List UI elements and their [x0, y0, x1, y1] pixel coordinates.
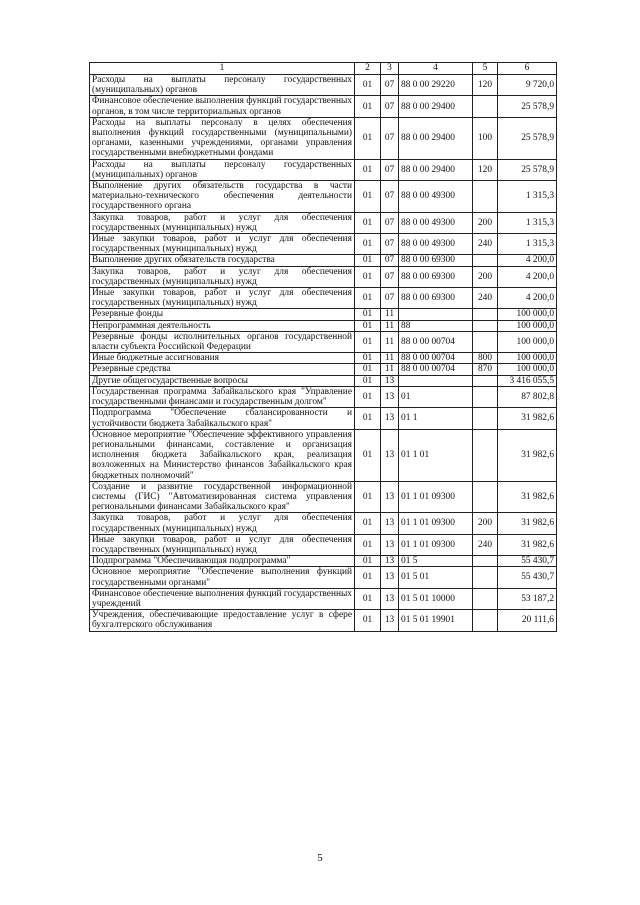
expense-type-code [473, 375, 498, 386]
expense-type-code [473, 610, 498, 631]
amount: 100 000,0 [498, 309, 557, 320]
column-header: 1 [90, 63, 355, 75]
target-article-code: 88 0 00 00704 [399, 331, 473, 352]
row-description: Расходы на выплаты персоналу государственных (муниципальных) органов [90, 75, 355, 96]
target-article-code: 88 0 00 29400 [399, 159, 473, 180]
table-row [90, 96, 557, 117]
row-description: Закупка товаров, работ и услуг для обеспечения государственных (муниципальных) нужд [90, 266, 355, 287]
table-row [90, 117, 557, 159]
table-row [90, 408, 557, 429]
expense-type-code [473, 429, 498, 481]
table-row [90, 610, 557, 631]
row-description: Иные закупки товаров, работ и услуг для обеспечения государственных (муниципальных) нужд [90, 288, 355, 309]
section-code: 01 [355, 331, 381, 352]
target-article-code: 88 [399, 320, 473, 331]
amount: 55 430,7 [498, 567, 557, 588]
subsection-code: 13 [381, 481, 399, 513]
amount: 4 200,0 [498, 255, 557, 266]
subsection-code: 07 [381, 255, 399, 266]
budget-table [89, 62, 557, 632]
table-row [90, 481, 557, 513]
section-code: 01 [355, 75, 381, 96]
section-code: 01 [355, 159, 381, 180]
amount: 1 315,3 [498, 234, 557, 255]
section-code: 01 [355, 255, 381, 266]
subsection-code: 07 [381, 117, 399, 159]
row-description: Выполнение других обязательств государства [90, 255, 355, 266]
target-article-code: 88 0 00 00704 [399, 364, 473, 375]
amount: 4 200,0 [498, 288, 557, 309]
subsection-code: 07 [381, 266, 399, 287]
expense-type-code [473, 556, 498, 567]
section-code: 01 [355, 429, 381, 481]
section-code: 01 [355, 266, 381, 287]
row-description: Финансовое обеспечение выполнения функций государственных учреждений [90, 588, 355, 609]
expense-type-code: 120 [473, 75, 498, 96]
row-description: Учреждения, обеспечивающие предоставление услуг в сфере бухгалтерского обслуживания [90, 610, 355, 631]
table-row [90, 234, 557, 255]
section-code: 01 [355, 117, 381, 159]
row-description: Основное мероприятие "Обеспечение эффективного управления региональными финансами, составление и организация исполнения бюджета Забайкальского края, реализация возложенных на Министерство финансов Забайкальского края бюджетных полномочий" [90, 429, 355, 481]
subsection-code: 07 [381, 212, 399, 233]
table-row [90, 588, 557, 609]
table-row [90, 386, 557, 407]
amount: 31 982,6 [498, 429, 557, 481]
amount: 25 578,9 [498, 117, 557, 159]
table-row [90, 309, 557, 320]
table-row [90, 364, 557, 375]
expense-type-code: 200 [473, 513, 498, 534]
table-row [90, 181, 557, 213]
column-header: 6 [498, 63, 557, 75]
amount: 100 000,0 [498, 320, 557, 331]
target-article-code: 01 1 01 09300 [399, 534, 473, 555]
expense-type-code [473, 320, 498, 331]
subsection-code: 13 [381, 386, 399, 407]
amount: 55 430,7 [498, 556, 557, 567]
table-row [90, 567, 557, 588]
section-code: 01 [355, 309, 381, 320]
target-article-code: 01 1 01 09300 [399, 513, 473, 534]
target-article-code: 88 0 00 49300 [399, 212, 473, 233]
section-code: 01 [355, 181, 381, 213]
target-article-code [399, 375, 473, 386]
table-row [90, 159, 557, 180]
section-code: 01 [355, 212, 381, 233]
amount: 3 416 055,5 [498, 375, 557, 386]
section-code: 01 [355, 481, 381, 513]
section-code: 01 [355, 364, 381, 375]
row-description: Закупка товаров, работ и услуг для обеспечения государственных (муниципальных) нужд [90, 212, 355, 233]
expense-type-code: 100 [473, 117, 498, 159]
section-code: 01 [355, 567, 381, 588]
amount: 31 982,6 [498, 481, 557, 513]
target-article-code: 01 5 01 [399, 567, 473, 588]
table-row [90, 75, 557, 96]
target-article-code: 01 5 01 10000 [399, 588, 473, 609]
subsection-code: 13 [381, 588, 399, 609]
expense-type-code: 200 [473, 212, 498, 233]
table-row [90, 513, 557, 534]
amount: 4 200,0 [498, 266, 557, 287]
row-description: Иные бюджетные ассигнования [90, 353, 355, 364]
expense-type-code [473, 481, 498, 513]
column-header: 2 [355, 63, 381, 75]
row-description: Резервные фонды [90, 309, 355, 320]
subsection-code: 13 [381, 610, 399, 631]
subsection-code: 13 [381, 375, 399, 386]
subsection-code: 13 [381, 513, 399, 534]
page-number: 5 [317, 852, 323, 864]
target-article-code: 88 0 00 00704 [399, 353, 473, 364]
subsection-code: 13 [381, 567, 399, 588]
row-description: Основное мероприятие "Обеспечение выполнения функций государственными органами" [90, 567, 355, 588]
expense-type-code: 240 [473, 234, 498, 255]
target-article-code [399, 309, 473, 320]
table-row [90, 331, 557, 352]
target-article-code: 01 1 [399, 408, 473, 429]
section-code: 01 [355, 234, 381, 255]
amount: 25 578,9 [498, 96, 557, 117]
subsection-code: 11 [381, 331, 399, 352]
target-article-code: 88 0 00 29400 [399, 96, 473, 117]
expense-type-code: 870 [473, 364, 498, 375]
table-row [90, 288, 557, 309]
amount: 31 982,6 [498, 408, 557, 429]
amount: 9 720,0 [498, 75, 557, 96]
expense-type-code [473, 567, 498, 588]
amount: 1 315,3 [498, 212, 557, 233]
target-article-code: 88 0 00 29400 [399, 117, 473, 159]
section-code: 01 [355, 375, 381, 386]
subsection-code: 07 [381, 181, 399, 213]
target-article-code: 01 5 [399, 556, 473, 567]
section-code: 01 [355, 96, 381, 117]
section-code: 01 [355, 320, 381, 331]
target-article-code: 88 0 00 49300 [399, 234, 473, 255]
section-code: 01 [355, 534, 381, 555]
target-article-code: 01 1 01 [399, 429, 473, 481]
table-row [90, 534, 557, 555]
row-description: Подпрограмма "Обеспечивающая подпрограмма" [90, 556, 355, 567]
amount: 1 315,3 [498, 181, 557, 213]
subsection-code: 11 [381, 353, 399, 364]
row-description: Резервные фонды исполнительных органов государственной власти субъекта Российской Федерации [90, 331, 355, 352]
target-article-code: 01 5 01 19901 [399, 610, 473, 631]
expense-type-code: 120 [473, 159, 498, 180]
row-description: Выполнение других обязательств государства в части материально-технического обеспечения деятельности государственного органа [90, 181, 355, 213]
amount: 100 000,0 [498, 331, 557, 352]
subsection-code: 07 [381, 234, 399, 255]
expense-type-code [473, 255, 498, 266]
subsection-code: 07 [381, 159, 399, 180]
target-article-code: 88 0 00 49300 [399, 181, 473, 213]
column-header: 5 [473, 63, 498, 75]
table-row [90, 266, 557, 287]
expense-type-code: 240 [473, 534, 498, 555]
row-description: Непрограммная деятельность [90, 320, 355, 331]
target-article-code: 01 1 01 09300 [399, 481, 473, 513]
row-description: Иные закупки товаров, работ и услуг для обеспечения государственных (муниципальных) нужд [90, 234, 355, 255]
amount: 31 982,6 [498, 534, 557, 555]
column-header: 4 [399, 63, 473, 75]
expense-type-code [473, 588, 498, 609]
target-article-code: 88 0 00 29220 [399, 75, 473, 96]
section-code: 01 [355, 513, 381, 534]
table-row [90, 255, 557, 266]
subsection-code: 13 [381, 556, 399, 567]
row-description: Расходы на выплаты персоналу государственных (муниципальных) органов [90, 159, 355, 180]
row-description: Резервные средства [90, 364, 355, 375]
target-article-code: 01 [399, 386, 473, 407]
section-code: 01 [355, 408, 381, 429]
column-header: 3 [381, 63, 399, 75]
amount: 31 982,6 [498, 513, 557, 534]
expense-type-code [473, 181, 498, 213]
section-code: 01 [355, 288, 381, 309]
table-row [90, 353, 557, 364]
subsection-code: 13 [381, 534, 399, 555]
row-description: Финансовое обеспечение выполнения функций государственных органов, в том числе территориальных органов [90, 96, 355, 117]
section-code: 01 [355, 610, 381, 631]
subsection-code: 11 [381, 320, 399, 331]
target-article-code: 88 0 00 69300 [399, 266, 473, 287]
amount: 100 000,0 [498, 364, 557, 375]
expense-type-code: 200 [473, 266, 498, 287]
expense-type-code [473, 408, 498, 429]
amount: 100 000,0 [498, 353, 557, 364]
table-header-row [90, 63, 557, 75]
subsection-code: 07 [381, 96, 399, 117]
subsection-code: 13 [381, 429, 399, 481]
expense-type-code [473, 309, 498, 320]
row-description: Подпрограмма "Обеспечение сбалансированности и устойчивости бюджета Забайкальского края" [90, 408, 355, 429]
section-code: 01 [355, 386, 381, 407]
expense-type-code: 240 [473, 288, 498, 309]
subsection-code: 07 [381, 75, 399, 96]
section-code: 01 [355, 353, 381, 364]
table-row [90, 375, 557, 386]
subsection-code: 13 [381, 408, 399, 429]
row-description: Создание и развитие государственной информационной системы (ГИС) "Автоматизированная система управления региональными финансами Забайкальского края" [90, 481, 355, 513]
expense-type-code [473, 331, 498, 352]
subsection-code: 07 [381, 288, 399, 309]
section-code: 01 [355, 556, 381, 567]
row-description: Закупка товаров, работ и услуг для обеспечения государственных (муниципальных) нужд [90, 513, 355, 534]
row-description: Расходы на выплаты персоналу в целях обеспечения выполнения функций государственными (муниципальными) органами, казенными учреждениями, органами управления государственными внебюджетными фондами [90, 117, 355, 159]
expense-type-code [473, 96, 498, 117]
amount: 20 111,6 [498, 610, 557, 631]
subsection-code: 11 [381, 364, 399, 375]
expense-type-code: 800 [473, 353, 498, 364]
target-article-code: 88 0 00 69300 [399, 288, 473, 309]
table-row [90, 556, 557, 567]
table-row [90, 320, 557, 331]
expense-type-code [473, 386, 498, 407]
subsection-code: 11 [381, 309, 399, 320]
table-row [90, 212, 557, 233]
row-description: Иные закупки товаров, работ и услуг для обеспечения государственных (муниципальных) нужд [90, 534, 355, 555]
amount: 25 578,9 [498, 159, 557, 180]
section-code: 01 [355, 588, 381, 609]
amount: 53 187,2 [498, 588, 557, 609]
target-article-code: 88 0 00 69300 [399, 255, 473, 266]
row-description: Другие общегосударственные вопросы [90, 375, 355, 386]
row-description: Государственная программа Забайкальского края "Управление государственными финансами и государственным долгом" [90, 386, 355, 407]
table-row [90, 429, 557, 481]
amount: 87 802,8 [498, 386, 557, 407]
